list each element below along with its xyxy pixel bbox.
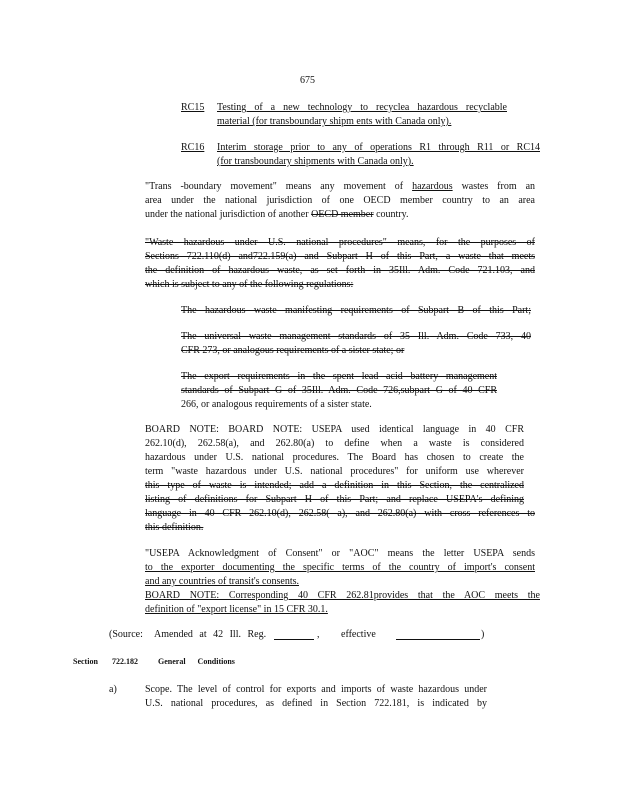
board-note1-line5: this type of waste is intended; add a definition in this Section, the centralized: [145, 480, 524, 491]
aoc-line1: "USEPA Acknowledgment of Consent" or "AOC" means the letter USEPA sends: [145, 548, 535, 559]
source-reg-blank: [274, 628, 314, 640]
waste-def-item3-line2: standards of Subpart G of 35Ill. Adm. Code 726,subpart G of 40 CFR: [181, 385, 497, 396]
source-close: ): [481, 629, 485, 640]
transboundary-line3: under the national jurisdiction of another OECD member country.: [145, 209, 409, 220]
waste-def-line1: "Waste hazardous under U.S. national procedures" means, for the purposes of: [145, 237, 535, 248]
rc15-line1: Testing of a new technology to recyclea hazardous recyclable: [217, 102, 507, 113]
board-note1-line1: BOARD NOTE: BOARD NOTE: USEPA used identical language in 40 CFR: [145, 424, 524, 435]
subsection-a-line1: Scope. The level of control for exports and imports of waste hazardous under: [145, 684, 487, 695]
board-note1-line2: 262.10(d), 262.58(a), and 262.80(a) to define when a waste is considered: [145, 438, 524, 449]
board-note1-line4: term "waste hazardous under U.S. national procedures" for uniform use wherever: [145, 466, 524, 477]
waste-def-item2-line1: The universal waste management standards of 35 Ill. Adm. Code 733, 40: [181, 331, 531, 342]
aoc-line5: definition of "export license" in 15 CFR 30.1.: [145, 604, 328, 615]
waste-def-item1: The hazardous waste manifesting requirements of Subpart B of this Part;: [181, 305, 531, 316]
aoc-line2: to the exporter documenting the specific terms of the country of import's consent: [145, 562, 535, 573]
transboundary-line1: "Trans -boundary movement" means any movement of hazardous wastes from an: [145, 181, 536, 192]
aoc-line4: BOARD NOTE: Corresponding 40 CFR 262.81provides that the AOC meets the: [145, 590, 540, 601]
page-number: 675: [300, 75, 315, 86]
source-comma: ,: [317, 629, 320, 640]
section-label: Section: [73, 657, 98, 666]
board-note1-line3: hazardous under U.S. national procedures. The Board has chosen to create the: [145, 452, 524, 463]
section-heading: [73, 655, 273, 669]
aoc-line3: and any countries of transit's consents.: [145, 576, 299, 587]
section-number: 722.182: [112, 657, 138, 666]
source-line: [109, 628, 529, 642]
board-note1-line6: listing of definitions for Subpart H of this Part; and replace USEPA's defining: [145, 494, 524, 505]
source-effective: effective: [341, 629, 376, 640]
source-amended: Amended at 42 Ill. Reg.: [154, 629, 267, 640]
rc15-line2: material (for transboundary shipm ents with Canada only).: [217, 116, 452, 127]
rc16-code: RC16: [181, 142, 205, 153]
section-title: General Conditions: [158, 657, 235, 666]
waste-def-item3-line3: 266, or analogous requirements of a sister state.: [181, 399, 372, 410]
waste-def-item2-line2: CFR 273, or analogous requirements of a sister state; or: [181, 345, 405, 356]
subsection-a-marker: a): [109, 684, 117, 695]
source-open: (Source:: [109, 629, 143, 640]
board-note1-line8: this definition.: [145, 522, 204, 533]
waste-def-item3-line1: The export requirements in the spent lead acid battery management: [181, 371, 497, 382]
board-note1-line7: language in 40 CFR 262.10(d), 262.58( a), and 262.80(a) with cross references to: [145, 508, 535, 519]
rc15-code: RC15: [181, 102, 205, 113]
source-effective-blank: [396, 628, 480, 640]
waste-def-line2: Sections 722.110(d) and722.159(a) and Subpart H of this Part, a waste that meets: [145, 251, 535, 262]
waste-def-line4: which is subject to any of the following regulations:: [145, 279, 354, 290]
waste-def-line3: the definition of hazardous waste, as set forth in 35Ill. Adm. Code 721.103, and: [145, 265, 535, 276]
rc16-line2: (for transboundary shipments with Canada only).: [217, 156, 414, 167]
rc16-line1: Interim storage prior to any of operations R1 through R11 or RC14: [217, 142, 540, 153]
transboundary-line2: area under the national jurisdiction of one OECD member country to an area: [145, 195, 535, 206]
subsection-a-line2: U.S. national procedures, as defined in Section 722.181, is indicated by: [145, 698, 487, 709]
